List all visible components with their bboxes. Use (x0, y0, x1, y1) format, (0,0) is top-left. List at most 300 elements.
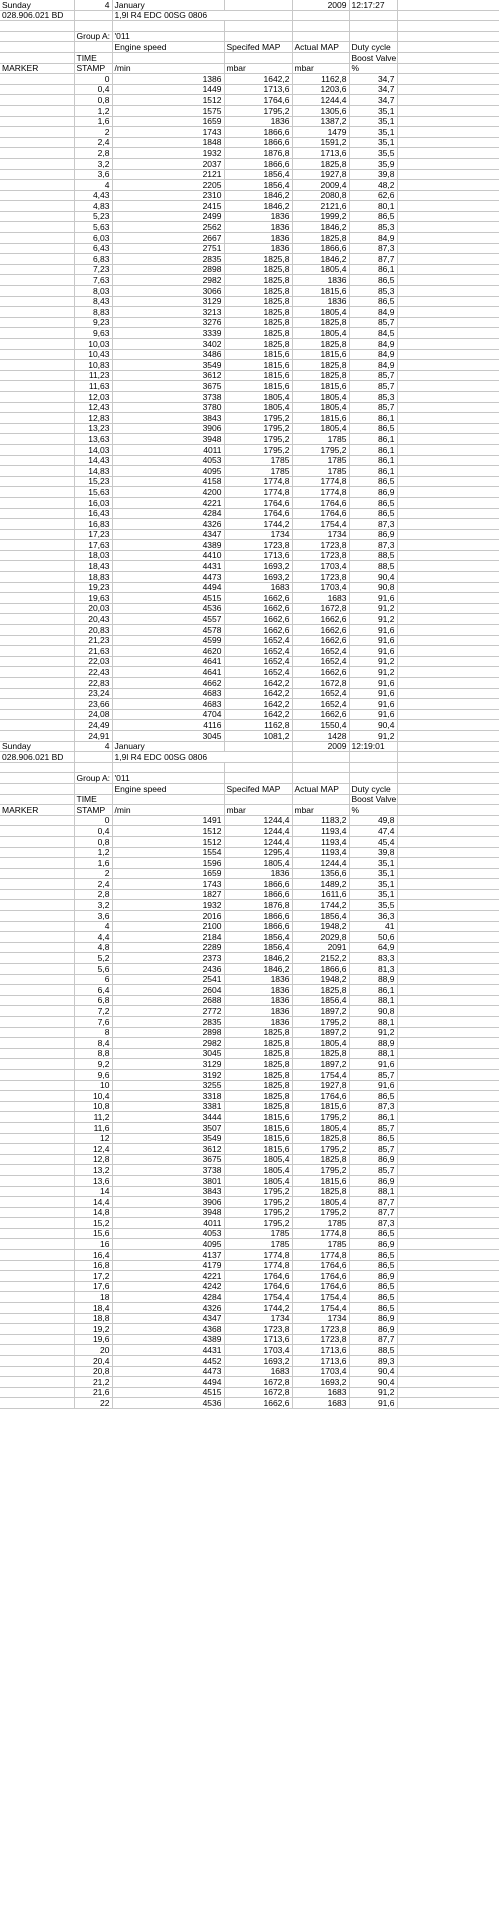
marker-cell[interactable] (0, 1303, 74, 1314)
engine-speed-cell[interactable]: 2415 (112, 201, 224, 212)
actual-map-cell[interactable]: 1662,6 (292, 625, 349, 636)
engine-speed-cell[interactable]: 3738 (112, 1165, 224, 1176)
duty-cycle-cell[interactable]: 45,4 (349, 836, 397, 847)
empty-cell[interactable] (397, 1345, 499, 1356)
marker-cell[interactable] (0, 497, 74, 508)
duty-cycle-cell[interactable]: 35,1 (349, 868, 397, 879)
actual-map-cell[interactable]: 1479 (292, 127, 349, 138)
duty-cycle-cell[interactable]: 86,1 (349, 1112, 397, 1123)
duty-cycle-cell[interactable]: 85,7 (349, 1144, 397, 1155)
time-stamp-cell[interactable]: 18,03 (74, 550, 112, 561)
duty-cycle-cell[interactable]: 91,2 (349, 614, 397, 625)
marker-cell[interactable] (0, 582, 74, 593)
marker-cell[interactable] (0, 487, 74, 498)
spec-map-cell[interactable]: 1846,2 (224, 201, 292, 212)
empty-cell[interactable] (397, 1186, 499, 1197)
time-stamp-cell[interactable]: 23,24 (74, 688, 112, 699)
duty-cycle-cell[interactable]: 91,6 (349, 1059, 397, 1070)
duty-cycle-cell[interactable]: 34,7 (349, 95, 397, 106)
empty-cell[interactable] (397, 985, 499, 996)
actual-map-cell[interactable]: 1662,6 (292, 709, 349, 720)
empty-cell[interactable] (397, 95, 499, 106)
engine-speed-cell[interactable]: 3045 (112, 1048, 224, 1059)
duty-cycle-cell[interactable]: 86,1 (349, 264, 397, 275)
engine-speed-cell[interactable]: 4641 (112, 656, 224, 667)
engine-speed-cell[interactable]: 4368 (112, 1324, 224, 1335)
time-stamp-cell[interactable]: 24,91 (74, 730, 112, 741)
duty-cycle-cell[interactable]: 86,5 (349, 1228, 397, 1239)
empty-cell[interactable] (397, 391, 499, 402)
actual-map-cell[interactable]: 1795,2 (292, 444, 349, 455)
empty-cell[interactable] (397, 1133, 499, 1144)
marker-cell[interactable] (0, 444, 74, 455)
duty-cycle-cell[interactable]: 87,7 (349, 1197, 397, 1208)
actual-map-cell[interactable]: 1305,6 (292, 105, 349, 116)
duty-cycle-cell[interactable]: 86,9 (349, 487, 397, 498)
actual-map-cell[interactable]: 1754,4 (292, 1069, 349, 1080)
empty-cell[interactable] (397, 879, 499, 890)
marker-cell[interactable] (0, 964, 74, 975)
actual-map-cell[interactable]: 1805,4 (292, 264, 349, 275)
time-stamp-cell[interactable]: 19,63 (74, 593, 112, 604)
actual-map-header[interactable]: Actual MAP (292, 783, 349, 794)
actual-map-cell[interactable]: 1662,6 (292, 667, 349, 678)
spec-map-cell[interactable]: 1713,6 (224, 1334, 292, 1345)
boost-valve-header[interactable]: Boost Valve (349, 794, 397, 805)
empty-cell[interactable] (397, 964, 499, 975)
spec-map-cell[interactable]: 1672,8 (224, 1377, 292, 1388)
marker-cell[interactable] (0, 1006, 74, 1017)
time-stamp-cell[interactable]: 16,43 (74, 508, 112, 519)
duty-cycle-cell[interactable]: 90,4 (349, 720, 397, 731)
time-stamp-cell[interactable]: 10,43 (74, 349, 112, 360)
time-stamp-cell[interactable]: 14,83 (74, 466, 112, 477)
marker-cell[interactable] (0, 540, 74, 551)
time-stamp-cell[interactable]: 1,6 (74, 116, 112, 127)
time-stamp-cell[interactable]: 13,2 (74, 1165, 112, 1176)
marker-cell[interactable] (0, 508, 74, 519)
empty-cell[interactable] (397, 349, 499, 360)
spec-map-cell[interactable]: 1764,6 (224, 508, 292, 519)
engine-speed-cell[interactable]: 1848 (112, 137, 224, 148)
duty-cycle-cell[interactable]: 86,5 (349, 1260, 397, 1271)
spec-map-cell[interactable]: 1693,2 (224, 572, 292, 583)
actual-map-cell[interactable]: 1550,4 (292, 720, 349, 731)
empty-cell[interactable] (397, 1101, 499, 1112)
engine-speed-header[interactable]: Engine speed (112, 42, 224, 53)
engine-speed-cell[interactable]: 3381 (112, 1101, 224, 1112)
marker-cell[interactable] (0, 466, 74, 477)
engine-speed-cell[interactable]: 2688 (112, 995, 224, 1006)
spec-map-cell[interactable]: 1795,2 (224, 423, 292, 434)
empty-cell[interactable] (397, 1303, 499, 1314)
actual-map-cell[interactable]: 1723,8 (292, 1324, 349, 1335)
empty-cell[interactable] (397, 1218, 499, 1229)
actual-map-cell[interactable]: 1815,6 (292, 381, 349, 392)
engine-speed-cell[interactable]: 2121 (112, 169, 224, 180)
actual-map-cell[interactable]: 2091 (292, 942, 349, 953)
empty-cell[interactable] (112, 794, 224, 805)
marker-cell[interactable] (0, 646, 74, 657)
time-stamp-cell[interactable]: 15,23 (74, 476, 112, 487)
empty-cell[interactable] (397, 222, 499, 233)
duty-cycle-cell[interactable]: 87,3 (349, 243, 397, 254)
duty-cycle-cell[interactable]: 85,7 (349, 402, 397, 413)
marker-cell[interactable] (0, 307, 74, 318)
spec-map-cell[interactable]: 1866,6 (224, 137, 292, 148)
empty-cell[interactable] (112, 21, 224, 32)
marker-cell[interactable] (0, 1112, 74, 1123)
actual-map-cell[interactable]: 1795,2 (292, 1165, 349, 1176)
time-stamp-cell[interactable]: 20,4 (74, 1356, 112, 1367)
time-stamp-cell[interactable]: 12,03 (74, 391, 112, 402)
actual-map-cell[interactable]: 1193,4 (292, 847, 349, 858)
engine-speed-cell[interactable]: 3213 (112, 307, 224, 318)
marker-cell[interactable] (0, 233, 74, 244)
engine-speed-cell[interactable]: 3549 (112, 1133, 224, 1144)
engine-speed-cell[interactable]: 2604 (112, 985, 224, 996)
duty-cycle-cell[interactable]: 90,4 (349, 572, 397, 583)
spec-map-cell[interactable]: 1162,8 (224, 720, 292, 731)
empty-cell[interactable] (74, 21, 112, 32)
marker-cell[interactable] (0, 836, 74, 847)
duty-cycle-cell[interactable]: 84,9 (349, 233, 397, 244)
time-stamp-cell[interactable]: 0,8 (74, 836, 112, 847)
empty-cell[interactable] (74, 10, 112, 21)
duty-cycle-cell[interactable]: 86,9 (349, 1175, 397, 1186)
spec-map-cell[interactable]: 1825,8 (224, 286, 292, 297)
duty-cycle-cell[interactable]: 91,2 (349, 603, 397, 614)
time-stamp-cell[interactable]: 1,2 (74, 105, 112, 116)
duty-cycle-cell[interactable]: 87,7 (349, 254, 397, 265)
actual-map-cell[interactable]: 1866,6 (292, 964, 349, 975)
actual-map-cell[interactable]: 1897,2 (292, 1059, 349, 1070)
engine-speed-cell[interactable]: 2373 (112, 953, 224, 964)
empty-cell[interactable] (292, 21, 349, 32)
spec-map-cell[interactable]: 1815,6 (224, 1112, 292, 1123)
empty-cell[interactable] (397, 614, 499, 625)
duty-cycle-cell[interactable]: 34,7 (349, 74, 397, 85)
marker-cell[interactable] (0, 826, 74, 837)
spec-map-cell[interactable]: 1662,6 (224, 603, 292, 614)
spec-map-cell[interactable]: 1825,8 (224, 317, 292, 328)
actual-map-cell[interactable]: 1703,4 (292, 582, 349, 593)
empty-cell[interactable] (397, 381, 499, 392)
duty-cycle-cell[interactable]: 90,4 (349, 1366, 397, 1377)
duty-cycle-cell[interactable]: 86,5 (349, 275, 397, 286)
engine-speed-cell[interactable]: 3948 (112, 434, 224, 445)
time-stamp-cell[interactable]: 12 (74, 1133, 112, 1144)
time-stamp-cell[interactable]: 14,4 (74, 1197, 112, 1208)
spec-map-cell[interactable]: 1795,2 (224, 105, 292, 116)
spec-map-cell[interactable]: 1815,6 (224, 360, 292, 371)
engine-speed-cell[interactable]: 4515 (112, 593, 224, 604)
day-cell[interactable]: 4 (74, 0, 112, 10)
spec-map-cell[interactable]: 1795,2 (224, 413, 292, 424)
spec-map-cell[interactable]: 1856,4 (224, 169, 292, 180)
empty-cell[interactable] (397, 190, 499, 201)
actual-map-cell[interactable]: 1672,8 (292, 603, 349, 614)
empty-cell[interactable] (397, 1017, 499, 1028)
duty-cycle-cell[interactable]: 86,5 (349, 1281, 397, 1292)
time-stamp-cell[interactable]: 6,8 (74, 995, 112, 1006)
spec-map-cell[interactable]: 1774,8 (224, 476, 292, 487)
engine-speed-cell[interactable]: 3507 (112, 1122, 224, 1133)
empty-cell[interactable] (397, 1027, 499, 1038)
marker-cell[interactable] (0, 413, 74, 424)
time-stamp-cell[interactable]: 10 (74, 1080, 112, 1091)
spec-map-cell[interactable]: 1825,8 (224, 1048, 292, 1059)
actual-map-cell[interactable]: 1846,2 (292, 222, 349, 233)
spec-map-cell[interactable]: 1815,6 (224, 1122, 292, 1133)
engine-speed-cell[interactable]: 2499 (112, 211, 224, 222)
spec-map-cell[interactable]: 1825,8 (224, 275, 292, 286)
spec-map-cell[interactable]: 1866,6 (224, 921, 292, 932)
engine-speed-cell[interactable]: 2037 (112, 158, 224, 169)
empty-cell[interactable] (397, 720, 499, 731)
actual-map-cell[interactable]: 1774,8 (292, 476, 349, 487)
engine-speed-cell[interactable]: 2541 (112, 974, 224, 985)
actual-map-cell[interactable]: 1713,6 (292, 148, 349, 159)
spec-map-cell[interactable]: 1805,4 (224, 402, 292, 413)
actual-map-cell[interactable]: 1774,8 (292, 1228, 349, 1239)
engine-speed-cell[interactable]: 2835 (112, 1017, 224, 1028)
spec-map-cell[interactable]: 1836 (224, 974, 292, 985)
engine-speed-cell[interactable]: 4662 (112, 678, 224, 689)
empty-cell[interactable] (397, 1366, 499, 1377)
actual-map-cell[interactable]: 1744,2 (292, 900, 349, 911)
empty-cell[interactable] (292, 52, 349, 63)
engine-speed-cell[interactable]: 3801 (112, 1175, 224, 1186)
empty-cell[interactable] (397, 603, 499, 614)
spec-map-cell[interactable]: 1825,8 (224, 1069, 292, 1080)
empty-cell[interactable] (397, 1356, 499, 1367)
actual-map-cell[interactable]: 1611,6 (292, 889, 349, 900)
actual-map-cell[interactable]: 1897,2 (292, 1027, 349, 1038)
actual-map-cell[interactable]: 1764,6 (292, 497, 349, 508)
duty-cycle-cell[interactable]: 86,1 (349, 413, 397, 424)
duty-cycle-cell[interactable]: 91,6 (349, 646, 397, 657)
marker-cell[interactable] (0, 84, 74, 95)
actual-map-cell[interactable]: 1805,4 (292, 402, 349, 413)
empty-cell[interactable] (0, 762, 74, 773)
actual-map-cell[interactable]: 1815,6 (292, 413, 349, 424)
actual-map-cell[interactable]: 1825,8 (292, 360, 349, 371)
marker-cell[interactable] (0, 211, 74, 222)
duty-cycle-header[interactable]: Duty cycle (349, 783, 397, 794)
actual-map-cell[interactable]: 1805,4 (292, 423, 349, 434)
actual-map-cell[interactable]: 1805,4 (292, 1038, 349, 1049)
time-stamp-cell[interactable]: 16 (74, 1239, 112, 1250)
actual-map-cell[interactable]: 1774,8 (292, 1250, 349, 1261)
empty-cell[interactable] (397, 1239, 499, 1250)
time-stamp-cell[interactable]: 1,6 (74, 858, 112, 869)
empty-cell[interactable] (397, 444, 499, 455)
marker-cell[interactable] (0, 561, 74, 572)
spec-map-cell[interactable]: 1244,4 (224, 826, 292, 837)
engine-speed-cell[interactable]: 1596 (112, 858, 224, 869)
empty-cell[interactable] (397, 105, 499, 116)
engine-speed-cell[interactable]: 3486 (112, 349, 224, 360)
duty-cycle-cell[interactable]: 85,3 (349, 222, 397, 233)
actual-map-cell[interactable]: 1723,8 (292, 550, 349, 561)
marker-cell[interactable] (0, 889, 74, 900)
engine-speed-cell[interactable]: 4284 (112, 508, 224, 519)
time-stamp-cell[interactable]: 8,43 (74, 296, 112, 307)
spec-map-cell[interactable]: 1652,4 (224, 667, 292, 678)
group-label-cell[interactable]: Group A: (74, 773, 112, 784)
marker-cell[interactable] (0, 1313, 74, 1324)
actual-map-cell[interactable]: 1836 (292, 275, 349, 286)
marker-cell[interactable] (0, 349, 74, 360)
duty-cycle-cell[interactable]: 86,5 (349, 1292, 397, 1303)
actual-map-cell[interactable]: 1723,8 (292, 1334, 349, 1345)
marker-cell[interactable] (0, 815, 74, 826)
engine-speed-cell[interactable]: 4284 (112, 1292, 224, 1303)
empty-cell[interactable] (397, 868, 499, 879)
empty-cell[interactable] (397, 1271, 499, 1282)
empty-cell[interactable] (397, 1122, 499, 1133)
empty-cell[interactable] (292, 31, 349, 42)
marker-cell[interactable] (0, 953, 74, 964)
engine-speed-cell[interactable]: 4053 (112, 1228, 224, 1239)
time-stamp-cell[interactable]: 19,6 (74, 1334, 112, 1345)
engine-speed-cell[interactable]: 4347 (112, 529, 224, 540)
engine-speed-cell[interactable]: 2562 (112, 222, 224, 233)
duty-cycle-cell[interactable]: 91,2 (349, 730, 397, 741)
engine-speed-cell[interactable]: 3444 (112, 1112, 224, 1123)
spec-map-cell[interactable]: 1825,8 (224, 1059, 292, 1070)
empty-cell[interactable] (397, 794, 499, 805)
time-stamp-cell[interactable]: 16,8 (74, 1260, 112, 1271)
actual-map-cell[interactable]: 1825,8 (292, 985, 349, 996)
empty-cell[interactable] (397, 550, 499, 561)
empty-cell[interactable] (397, 423, 499, 434)
marker-cell[interactable] (0, 1017, 74, 1028)
duty-cycle-cell[interactable]: 88,1 (349, 1017, 397, 1028)
marker-cell[interactable] (0, 593, 74, 604)
spec-map-cell[interactable]: 1836 (224, 995, 292, 1006)
spec-map-cell[interactable]: 1846,2 (224, 964, 292, 975)
duty-cycle-cell[interactable]: 88,9 (349, 974, 397, 985)
time-stamp-cell[interactable]: 6,83 (74, 254, 112, 265)
spec-map-cell[interactable]: 1825,8 (224, 307, 292, 318)
empty-cell[interactable] (397, 116, 499, 127)
duty-cycle-cell[interactable]: 85,7 (349, 370, 397, 381)
duty-cycle-cell[interactable]: 41 (349, 921, 397, 932)
year-cell[interactable]: 2009 (292, 0, 349, 10)
marker-cell[interactable] (0, 201, 74, 212)
actual-map-cell[interactable]: 2121,6 (292, 201, 349, 212)
duty-cycle-cell[interactable]: 88,9 (349, 1038, 397, 1049)
actual-map-cell[interactable]: 1795,2 (292, 1017, 349, 1028)
spec-map-cell[interactable]: 1866,6 (224, 879, 292, 890)
empty-cell[interactable] (397, 1398, 499, 1409)
spec-map-cell[interactable]: 1836 (224, 1017, 292, 1028)
empty-cell[interactable] (397, 466, 499, 477)
empty-cell[interactable] (397, 646, 499, 657)
time-stamp-cell[interactable]: 9,23 (74, 317, 112, 328)
marker-cell[interactable] (0, 1048, 74, 1059)
marker-cell[interactable] (0, 148, 74, 159)
time-stamp-cell[interactable]: 8,03 (74, 286, 112, 297)
time-stamp-cell[interactable]: 21,2 (74, 1377, 112, 1388)
actual-map-cell[interactable]: 1805,4 (292, 307, 349, 318)
spec-map-cell[interactable]: 1795,2 (224, 434, 292, 445)
empty-cell[interactable] (397, 1207, 499, 1218)
duty-cycle-cell[interactable]: 87,7 (349, 1207, 397, 1218)
marker-cell[interactable] (0, 1080, 74, 1091)
spec-map-cell[interactable]: 1703,4 (224, 1345, 292, 1356)
marker-cell[interactable] (0, 434, 74, 445)
time-stamp-cell[interactable]: 23,66 (74, 699, 112, 710)
spec-unit-header[interactable]: mbar (224, 63, 292, 74)
actual-map-cell[interactable]: 1754,4 (292, 519, 349, 530)
duty-cycle-cell[interactable]: 86,1 (349, 466, 397, 477)
engine-speed-cell[interactable]: 4536 (112, 603, 224, 614)
duty-cycle-cell[interactable]: 35,5 (349, 900, 397, 911)
spec-map-cell[interactable]: 1866,6 (224, 911, 292, 922)
actual-map-cell[interactable]: 1815,6 (292, 1101, 349, 1112)
time-stamp-cell[interactable]: 10,83 (74, 360, 112, 371)
duty-cycle-cell[interactable]: 91,6 (349, 1398, 397, 1409)
marker-cell[interactable] (0, 550, 74, 561)
duty-cycle-cell[interactable]: 87,3 (349, 1218, 397, 1229)
actual-map-cell[interactable]: 1805,4 (292, 1197, 349, 1208)
actual-map-header[interactable]: Actual MAP (292, 42, 349, 53)
time-stamp-cell[interactable]: 13,6 (74, 1175, 112, 1186)
marker-cell[interactable] (0, 614, 74, 625)
marker-cell[interactable] (0, 127, 74, 138)
empty-cell[interactable] (397, 84, 499, 95)
spec-map-cell[interactable]: 1815,6 (224, 381, 292, 392)
spec-map-cell[interactable]: 1662,6 (224, 625, 292, 636)
time-stamp-cell[interactable]: 15,6 (74, 1228, 112, 1239)
spec-map-cell[interactable]: 1683 (224, 582, 292, 593)
duty-cycle-cell[interactable]: 91,6 (349, 699, 397, 710)
duty-cycle-cell[interactable]: 39,8 (349, 169, 397, 180)
actual-map-cell[interactable]: 1856,4 (292, 995, 349, 1006)
spec-map-cell[interactable]: 1785 (224, 466, 292, 477)
engine-speed-cell[interactable]: 2835 (112, 254, 224, 265)
empty-cell[interactable] (397, 730, 499, 741)
empty-cell[interactable] (0, 794, 74, 805)
engine-speed-cell[interactable]: 4011 (112, 1218, 224, 1229)
duty-cycle-cell[interactable]: 35,1 (349, 889, 397, 900)
empty-cell[interactable] (397, 264, 499, 275)
empty-cell[interactable] (397, 625, 499, 636)
duty-cycle-cell[interactable]: 62,6 (349, 190, 397, 201)
marker-cell[interactable] (0, 625, 74, 636)
empty-cell[interactable] (397, 328, 499, 339)
spec-map-cell[interactable]: 1805,4 (224, 1165, 292, 1176)
actual-map-cell[interactable]: 1785 (292, 1218, 349, 1229)
empty-cell[interactable] (397, 656, 499, 667)
engine-speed-cell[interactable]: 3066 (112, 286, 224, 297)
spec-map-header[interactable]: Specifed MAP (224, 42, 292, 53)
empty-cell[interactable] (397, 519, 499, 530)
empty-cell[interactable] (397, 783, 499, 794)
actual-unit-header[interactable]: mbar (292, 63, 349, 74)
marker-cell[interactable] (0, 1122, 74, 1133)
time-stamp-cell[interactable]: 15,2 (74, 1218, 112, 1229)
engine-speed-cell[interactable]: 4389 (112, 540, 224, 551)
day-cell[interactable]: 4 (74, 741, 112, 752)
time-stamp-cell[interactable]: 18,4 (74, 1303, 112, 1314)
engine-speed-cell[interactable]: 3906 (112, 1197, 224, 1208)
duty-cycle-cell[interactable]: 86,1 (349, 444, 397, 455)
weekday-cell[interactable]: Sunday (0, 741, 74, 752)
